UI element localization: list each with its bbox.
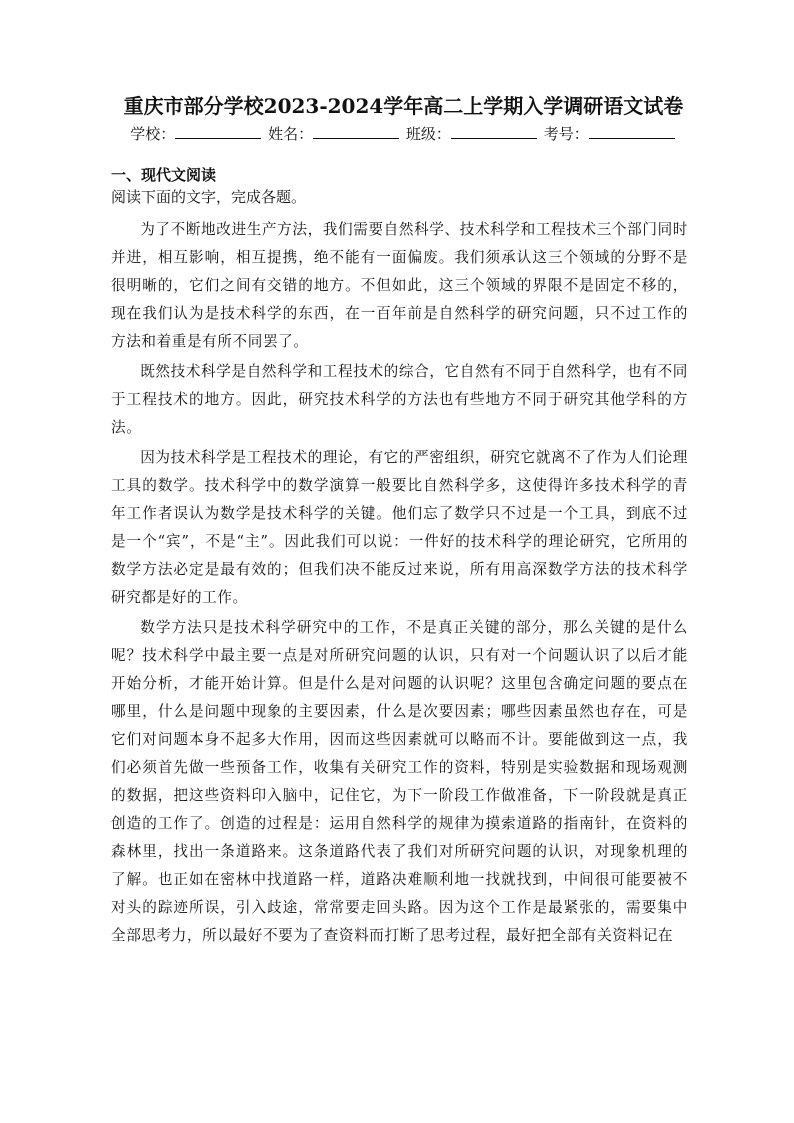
passage-paragraph-3: 因为技术科学是工程技术的理论，有它的严密组织，研究它就离不了作为人们论理工具的数学。技术科学中的数学演算一般要比自然科学多，这使得许多技术科学的青年工作者误认为数学是技术科学的关键。他们忘了数学只不过是一个工具，到底不过是一个“宾”，不是“主”。因此我们可以说：一件好的技术科学的理论研究，它所用的数学方法必定是最有效的；但我们决不能反过来说，所有用高深数学方法的技术科学研究都是好的工作。 xyxy=(111,449,688,606)
school-label: 学校： xyxy=(130,125,176,143)
passage-paragraph-2: 既然技术科学是自然科学和工程技术的综合，它自然有不同于自然科学，也有不同于工程技术的地方。因此，研究技术科学的方法也有些地方不同于研究其他学科的方法。 xyxy=(111,363,688,436)
class-label: 班级： xyxy=(405,125,451,143)
section-instruction: 阅读下面的文字，完成各题。 xyxy=(111,188,307,206)
exam-title: 重庆市部分学校2023-2024学年高二上学期入学调研语文试卷 xyxy=(123,94,684,118)
school-blank[interactable] xyxy=(175,124,261,139)
section-title: 一、现代文阅读 xyxy=(111,166,217,184)
student-info-line xyxy=(111,122,688,146)
name-blank[interactable] xyxy=(313,124,399,139)
exam-number-blank[interactable] xyxy=(589,124,675,139)
exam-number-label: 考号： xyxy=(543,125,589,143)
name-label: 姓名： xyxy=(268,125,314,143)
passage-paragraph-4: 数学方法只是技术科学研究中的工作，不是真正关键的部分，那么关键的是什么呢？技术科学中最主要一点是对所研究问题的认识，只有对一个问题认识了以后才能开始分析，才能开始计算。但是什么是对问题的认识呢？这里包含确定问题的要点在哪里，什么是问题中现象的主要因素，什么是次要因素；哪些因素虽然也存在，可是它们对问题本身不起多大作用，因而这些因素就可以略而不计。要能做到这一点，我们必须首先做一些预备工作，收集有关研究工作的资料，特别是实验数据和现场观测的数据，把这些资料印入脑中，记住它，为下一阶段工作做准备，下一阶段就是真正创造的工作了。创造的过程是：运用自然科学的规律为摸索道路的指南针，在资料的森林里，找出一条道路来。这条道路代表了我们对所研究问题的认识，对现象机理的了解。也正如在密林中找道路一样，道路决难顺利地一找就找到，中间很可能要被不对头的踪迹所误，引入歧途，常常要走回头路。因为这个工作是最紧张的，需要集中全部思考力，所以最好不要为了查资料而打断了思考过程，最好把全部有关资料记在 xyxy=(111,619,688,944)
passage-paragraph-1: 为了不断地改进生产方法，我们需要自然科学、技术科学和工程技术三个部门同时并进，相互影响，相互提携，绝不能有一面偏废。我们须承认这三个领域的分野不是很明晰的，它们之间有交错的地方。不但如此，这三个领域的界限不是固定不移的，现在我们认为是技术科学的东西，在一百年前是自然科学的研究问题，只不过工作的方法和着重是有所不同罢了。 xyxy=(111,221,688,350)
class-blank[interactable] xyxy=(451,124,537,139)
